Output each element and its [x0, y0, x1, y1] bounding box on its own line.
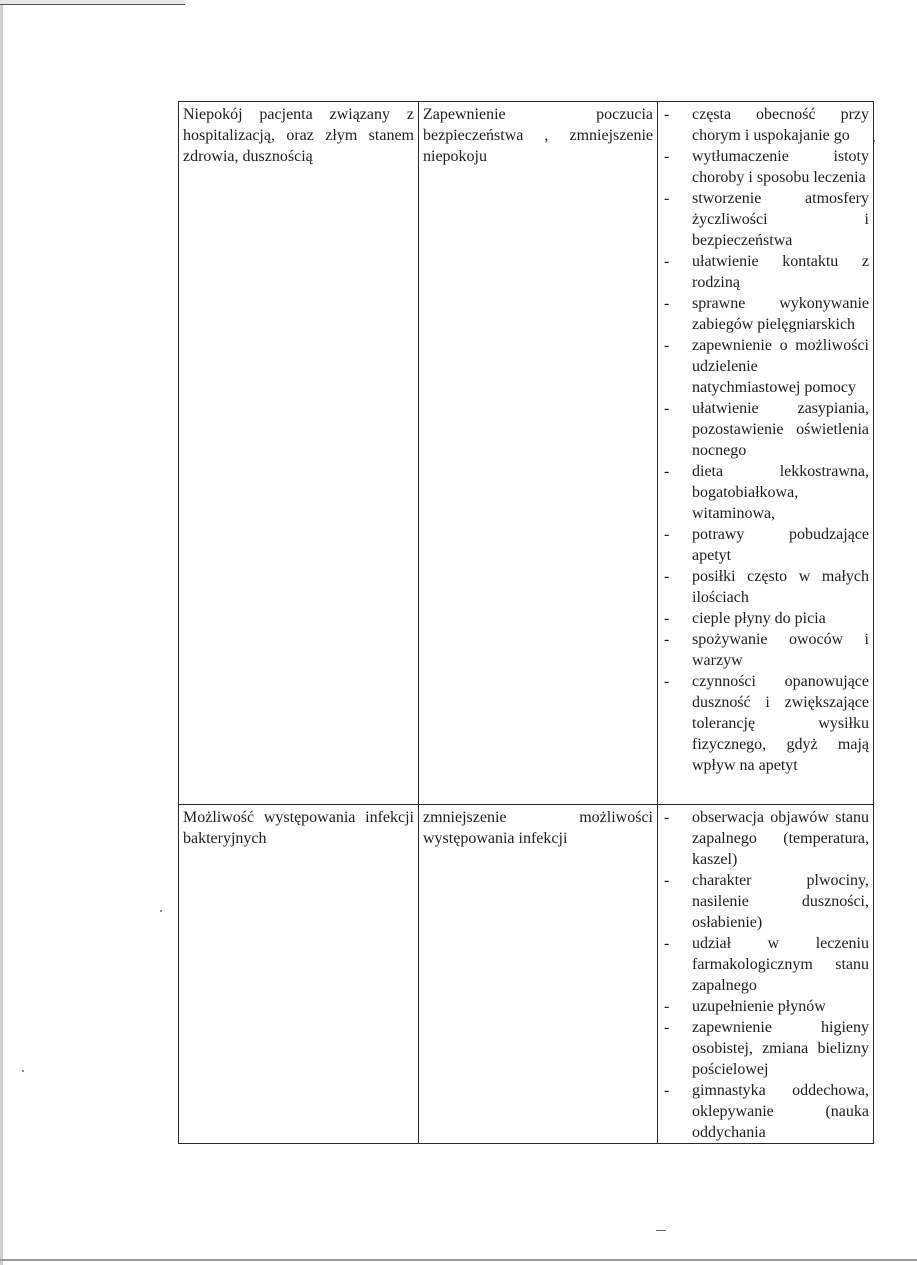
- list-item: [662, 629, 869, 671]
- list-item-text: charakter plwociny, nasilenie duszności, osłabienie): [692, 872, 869, 931]
- list-item-text: czynności opanowujące duszność i zwiększające tolerancję wysiłku fizycznego, gdyż mają wpływ na apetyt: [692, 673, 869, 774]
- list-item-text: cieple płyny do picia: [692, 610, 826, 627]
- list-item-text: posiłki często w małych ilościach: [692, 568, 869, 606]
- list-item: [662, 461, 869, 524]
- list-item-text: obserwacja objawów stanu zapalnego (temperatura, kaszel): [692, 809, 869, 868]
- list-item-text: częsta obecność przy chorym i uspokajanie go: [692, 106, 869, 144]
- list-item: [662, 1080, 869, 1143]
- bullet-dash: -: [664, 106, 670, 123]
- scan-edge-left: [0, 0, 3, 1265]
- list-item: [662, 1017, 869, 1080]
- list-item-text: uzupełnienie płynów: [692, 998, 826, 1015]
- bullet-dash: -: [664, 190, 670, 207]
- list-item: [662, 933, 869, 996]
- list-item: [662, 188, 869, 251]
- bullet-dash: -: [664, 673, 670, 690]
- list-item: [662, 398, 869, 461]
- goal-cell: Zapewnienie poczucia bezpieczeństwa , zmniejszenie niepokoju: [419, 102, 658, 805]
- scan-speck: [22, 1070, 24, 1072]
- problem-cell: Niepokój pacjenta związany z hospitalizacją, oraz złym stanem zdrowia, dusznością: [179, 102, 419, 805]
- bullet-dash: -: [664, 1082, 670, 1099]
- list-item-text: udział w leczeniu farmakologicznym stanu zapalnego: [692, 935, 869, 994]
- list-item-text: ułatwienie kontaktu z rodziną: [692, 253, 869, 291]
- bullet-dash: -: [664, 295, 670, 312]
- list-item-text: potrawy pobudzające apetyt: [692, 526, 869, 564]
- list-item-text: sprawne wykonywanie zabiegów pielęgniarskich: [692, 295, 869, 333]
- scan-speck: [160, 910, 162, 912]
- list-item-text: stworzenie atmosfery życzliwości i bezpieczeństwa: [692, 190, 869, 249]
- actions-list: [662, 807, 869, 1143]
- bullet-dash: -: [664, 872, 670, 889]
- bullet-dash: -: [664, 400, 670, 417]
- goal-cell: zmniejszenie możliwości występowania infekcji: [419, 805, 658, 1144]
- bullet-dash: -: [664, 148, 670, 165]
- problem-cell: Możliwość występowania infekcji bakteryjnych: [179, 805, 419, 1144]
- bullet-dash: -: [664, 337, 670, 354]
- list-item-text: dieta lekkostrawna, bogatobiałkowa, witaminowa,: [692, 463, 869, 522]
- list-item: [662, 996, 869, 1017]
- list-item-text: zapewnienie o możliwości udzielenie natychmiastowej pomocy: [692, 337, 869, 396]
- list-item: [662, 104, 869, 146]
- actions-list: [662, 104, 869, 776]
- table-row: [179, 805, 874, 1144]
- scan-speck: [656, 1230, 666, 1231]
- scan-edge-bottom: [0, 1259, 917, 1261]
- bullet-dash: -: [664, 998, 670, 1015]
- actions-cell: [658, 102, 874, 805]
- bullet-dash: -: [664, 610, 670, 627]
- scan-edge-top: [0, 0, 185, 5]
- nursing-care-table: [178, 101, 874, 1144]
- bullet-dash: -: [664, 463, 670, 480]
- bullet-dash: -: [664, 809, 670, 826]
- table-row: [179, 102, 874, 805]
- bullet-dash: -: [664, 1019, 670, 1036]
- bullet-dash: -: [664, 631, 670, 648]
- bullet-dash: -: [664, 253, 670, 270]
- actions-cell: [658, 805, 874, 1144]
- bullet-dash: -: [664, 935, 670, 952]
- list-item-text: ułatwienie zasypiania, pozostawienie oświetlenia nocnego: [692, 400, 869, 459]
- list-item-text: spożywanie owoców i warzyw: [692, 631, 869, 669]
- bullet-dash: -: [664, 526, 670, 543]
- list-item: [662, 807, 869, 870]
- list-item: [662, 146, 869, 188]
- list-item: [662, 293, 869, 335]
- list-item: [662, 335, 869, 398]
- bullet-dash: -: [664, 568, 670, 585]
- list-item-text: wytłumaczenie istoty choroby i sposobu leczenia: [692, 148, 869, 186]
- list-item: [662, 251, 869, 293]
- list-item-text: zapewnienie higieny osobistej, zmiana bielizny pościelowej: [692, 1019, 869, 1078]
- list-item: [662, 608, 869, 629]
- list-item: [662, 566, 869, 608]
- list-item: [662, 671, 869, 776]
- list-item-text: gimnastyka oddechowa, oklepywanie (nauka oddychania: [692, 1082, 869, 1141]
- list-item: [662, 870, 869, 933]
- list-item: [662, 524, 869, 566]
